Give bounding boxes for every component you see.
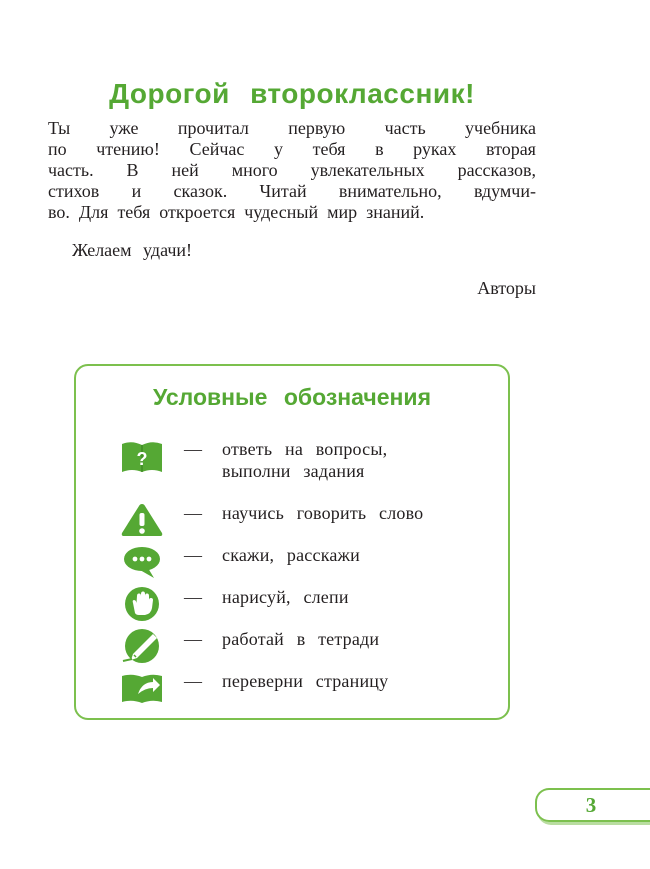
page-title: Дорогой второклассник! [109, 78, 475, 109]
legend-label-line: работай в тетради [222, 629, 380, 649]
intro-word: Читай [259, 181, 307, 201]
intro-word: у [273, 139, 283, 159]
intro-word: в [375, 139, 384, 159]
intro-word: уже [109, 118, 139, 138]
intro-line-1 [48, 118, 536, 139]
intro-word: мир [327, 202, 358, 222]
legend-label-line: переверни страницу [222, 671, 389, 691]
question-book-icon [120, 438, 162, 474]
intro-line-5 [48, 202, 536, 223]
intro-word: тебя [312, 139, 346, 159]
intro-word: во. [48, 202, 70, 222]
intro-word: вдумчи- [473, 181, 536, 201]
page-number: 3 [585, 793, 597, 817]
intro-word: учебника [465, 118, 536, 138]
intro-word: Для [78, 202, 109, 222]
intro-word: прочитал [177, 118, 249, 138]
legend-item-notebook [120, 628, 379, 664]
intro-word: увлекательных [310, 160, 425, 180]
hand-icon [120, 586, 162, 622]
legend-box [74, 364, 510, 720]
legend-label-line: нарисуй, слепи [222, 587, 349, 607]
legend-title: Условные обозначения [152, 384, 431, 410]
intro-word: вторая [486, 139, 536, 159]
legend-label [222, 502, 423, 524]
legend-dash: — [184, 503, 202, 523]
intro-word: тебя [117, 202, 151, 222]
page-number-tab [535, 788, 650, 822]
intro-word: первую [288, 118, 346, 138]
svg-text:?: ? [136, 449, 148, 469]
intro-line-2 [48, 139, 536, 160]
intro-word: Ты [48, 118, 71, 138]
intro-word: часть. [48, 160, 94, 180]
legend-label-line: выполни задания [222, 461, 365, 481]
legend-label [222, 586, 349, 608]
legend-label [222, 670, 388, 692]
legend-item-questions [120, 438, 387, 482]
turn-page-icon [120, 670, 162, 706]
intro-word: чудесный [244, 202, 319, 222]
legend-dash: — [184, 629, 202, 649]
intro-word: внимательно, [338, 181, 442, 201]
intro-line-4 [48, 181, 536, 202]
intro-word: В [126, 160, 139, 180]
wish-text: Желаем удачи! [72, 240, 193, 260]
legend-dash: — [184, 671, 202, 691]
intro-word: знаний. [366, 202, 425, 222]
intro-word: ней [171, 160, 199, 180]
legend-label [222, 438, 387, 482]
speech-bubble-icon [120, 544, 162, 580]
intro-word: рассказов, [457, 160, 536, 180]
legend-label [222, 544, 360, 566]
legend-dash: — [184, 439, 202, 459]
intro-word: много [231, 160, 278, 180]
intro-word: стихов [48, 181, 100, 201]
intro-word: чтению! [96, 139, 160, 159]
legend-label-line: скажи, расскажи [222, 545, 361, 565]
authors-signature: Авторы [477, 278, 536, 298]
legend-item-word [120, 502, 423, 538]
intro-line-3 [48, 160, 536, 181]
legend-dash: — [184, 587, 202, 607]
intro-word: часть [384, 118, 426, 138]
exclamation-triangle-icon [120, 502, 162, 538]
intro-word: Сейчас [189, 139, 245, 159]
legend-label-line: ответь на вопросы, [222, 439, 388, 459]
intro-word: и [131, 181, 142, 201]
intro-word: сказок. [173, 181, 228, 201]
legend-label-line: научись говорить слово [222, 503, 424, 523]
intro-paragraph [48, 118, 536, 223]
legend-item-speak [120, 544, 360, 580]
legend-dash: — [184, 545, 202, 565]
legend-item-draw [120, 586, 349, 622]
legend-label [222, 628, 379, 650]
intro-word: руках [413, 139, 457, 159]
intro-word: по [48, 139, 67, 159]
legend-item-turn-page [120, 670, 388, 706]
pen-icon [120, 628, 162, 664]
intro-word: откроется [159, 202, 236, 222]
